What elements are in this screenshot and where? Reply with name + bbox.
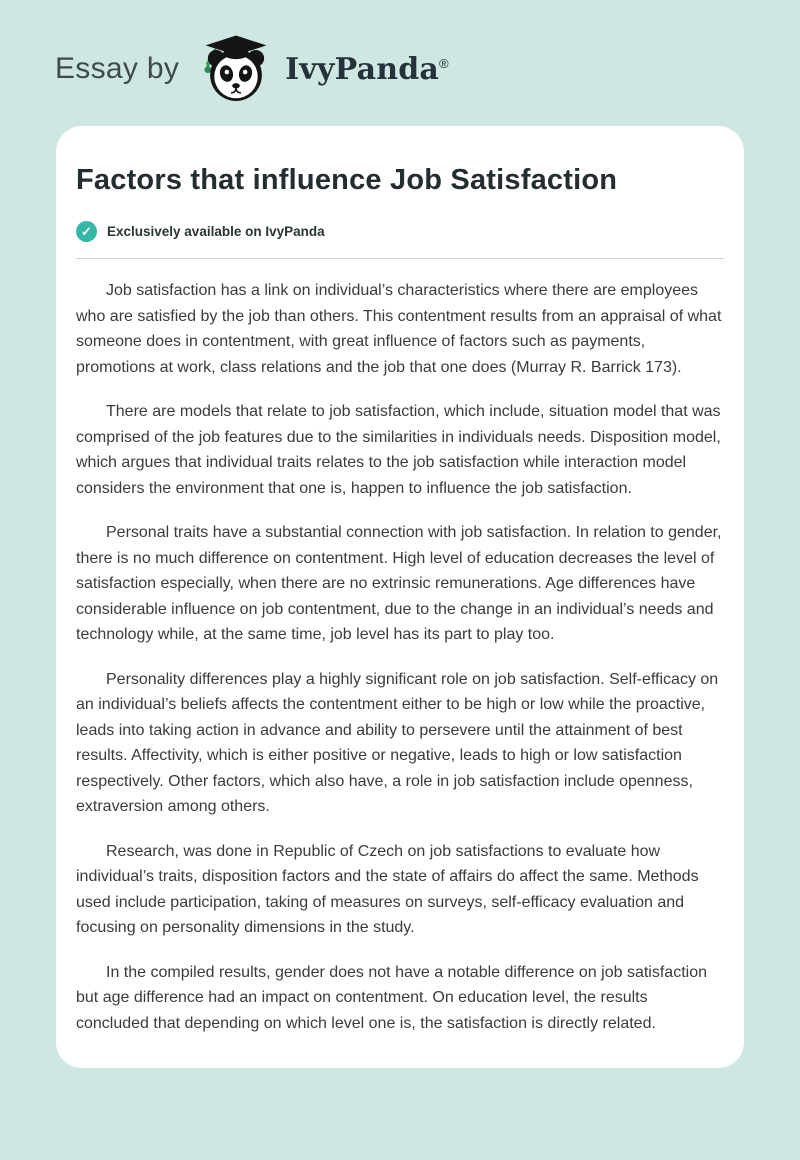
essay-by-label: Essay by	[55, 52, 180, 85]
essay-paragraph: Personality differences play a highly significant role on job satisfaction. Self-efficacy on an individual’s beliefs affects the contentment either to be high or low while the proactive, leads into taking action in advance and ability to persevere until the attainment of best results. Affectivity, which is either positive or negative, leads to high or low satisfaction respectively. Other factors, which also have, a role in job satisfaction include openness, extraversion among others.	[76, 670, 719, 815]
essay-paragraph: Research, was done in Republic of Czech on job satisfactions to evaluate how individual’s traits, disposition factors and the state of affairs do affect the same. Methods used include participation, taking of measures on surveys, self-efficacy evaluation and focusing on personality dimensions in the study.	[76, 842, 699, 936]
essay-paragraph: Job satisfaction has a link on individual’s characteristics where there are employees who are satisfied by the job than others. This contentment results from an appraisal of what someone does in contentment, with great influence of factors such as payments, promotions at work, class relations and the job that one does (Murray R. Barrick 173).	[76, 282, 722, 376]
page-header	[0, 0, 800, 104]
panda-logo-icon	[197, 34, 275, 104]
registered-mark: ®	[439, 55, 449, 71]
exclusive-badge	[76, 221, 724, 242]
check-icon: ✓	[76, 221, 97, 242]
essay-paragraph: Personal traits have a substantial connection with job satisfaction. In relation to gender, there is no much difference on contentment. High level of education decreases the level of satisfaction especially, when there are no extrinsic remunerations. Age differences have considerable influence on job contentment, due to the change in an individual’s needs and technology while, at the same time, job level has its part to play too.	[76, 524, 722, 643]
essay-body	[76, 278, 724, 1036]
essay-title: Factors that influence Job Satisfaction	[76, 164, 618, 196]
ivypanda-logo[interactable]	[197, 34, 449, 104]
brand-name: IvyPanda®	[285, 51, 449, 87]
essay-paragraph: There are models that relate to job satisfaction, which include, situation model that was comprised of the job features due to the similarities in individuals needs. Disposition model, which argues that individual traits relates to the job satisfaction while interaction model considers the environment that one is, happen to influence the job satisfaction.	[76, 403, 721, 497]
essay-paragraph: In the compiled results, gender does not have a notable difference on job satisfaction but age difference had an impact on contentment. On education level, the results concluded that depending on which level one is, the satisfaction is directly related.	[76, 963, 707, 1032]
divider	[76, 258, 724, 259]
essay-card	[56, 126, 744, 1068]
exclusive-badge-label: Exclusively available on IvyPanda	[107, 224, 325, 239]
